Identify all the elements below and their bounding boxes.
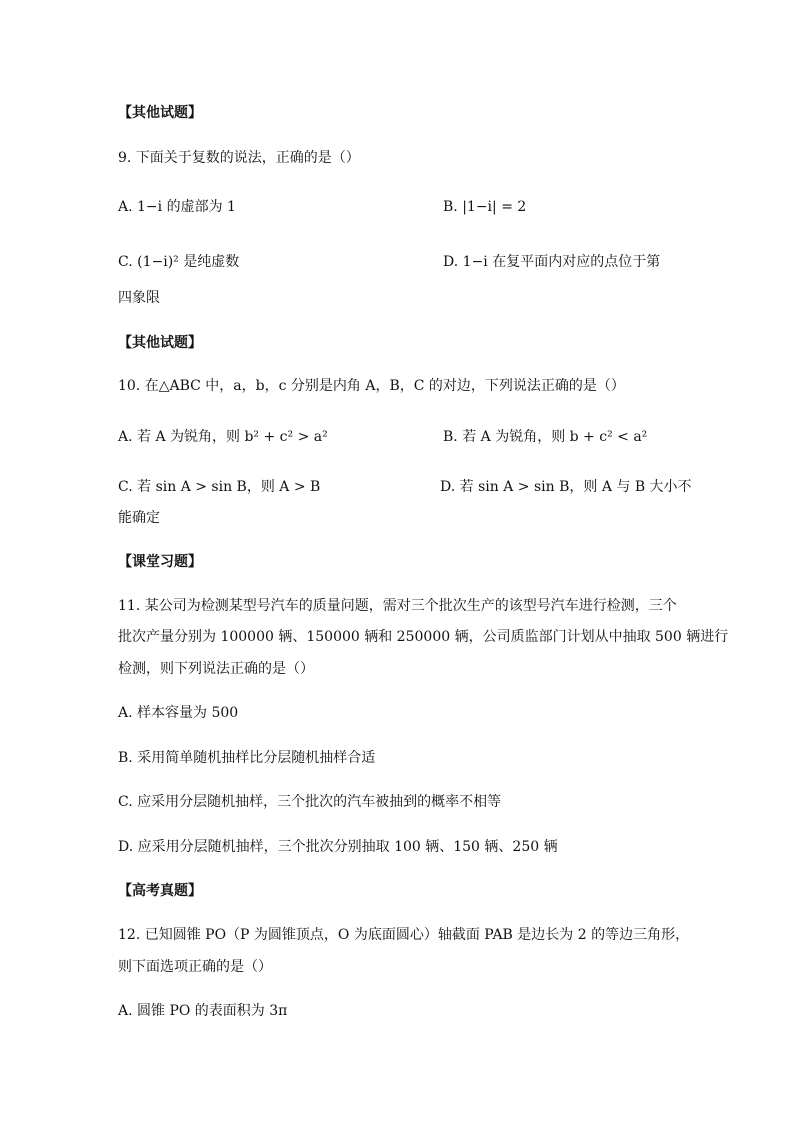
question-10-option-d-continued: 能确定 — [118, 510, 160, 526]
question-9-stem: 9. 下面关于复数的说法，正确的是（） — [118, 150, 360, 166]
question-10-option-d: D. 若 sin A > sin B，则 A 与 B 大小不 — [440, 479, 692, 495]
section-heading: 【其他试题】 — [118, 105, 202, 121]
question-11-stem-line-1: 11. 某公司为检测某型号汽车的质量问题，需对三个批次生产的该型号汽车进行检测，三个 — [118, 598, 677, 614]
question-10-stem: 10. 在△ABC 中，a，b，c 分别是内角 A，B，C 的对边，下列说法正确的是（） — [118, 378, 625, 394]
question-12-stem-line-2: 则下面选项正确的是（） — [118, 959, 272, 975]
question-11-stem-line-3: 检测，则下列说法正确的是（） — [118, 661, 314, 677]
question-9-option-a: A. 1−i 的虚部为 1 — [118, 199, 236, 215]
question-12-option-a: A. 圆锥 PO 的表面积为 3π — [118, 1003, 288, 1019]
question-12-stem-line-1: 12. 已知圆锥 PO（P 为圆锥顶点，O 为底面圆心）轴截面 PAB 是边长为 2 的等边三角形， — [118, 927, 690, 943]
question-9-option-d: D. 1−i 在复平面内对应的点位于第 — [443, 254, 661, 270]
question-9-option-c: C. (1−i)² 是纯虚数 — [118, 254, 240, 270]
question-10-option-b: B. 若 A 为锐角，则 b + c² < a² — [443, 429, 648, 445]
section-heading: 【其他试题】 — [118, 335, 202, 351]
question-11-stem-line-2: 批次产量分别为 100000 辆、150000 辆和 250000 辆，公司质监部门计划从中抽取 500 辆进行 — [118, 629, 729, 645]
question-11-option-c: C. 应采用分层随机抽样，三个批次的汽车被抽到的概率不相等 — [118, 794, 502, 810]
question-10-option-a: A. 若 A 为锐角，则 b² + c² > a² — [118, 429, 328, 445]
question-11-option-a: A. 样本容量为 500 — [118, 705, 239, 721]
question-11-option-d: D. 应采用分层随机抽样，三个批次分别抽取 100 辆、150 辆、250 辆 — [118, 839, 558, 855]
question-9-option-d-continued: 四象限 — [118, 290, 160, 306]
question-9-option-b: B. |1−i| = 2 — [443, 199, 527, 215]
section-heading: 【课堂习题】 — [118, 554, 202, 570]
section-heading: 【高考真题】 — [118, 883, 202, 899]
question-11-option-b: B. 采用简单随机抽样比分层随机抽样合适 — [118, 750, 376, 766]
question-10-option-c: C. 若 sin A > sin B，则 A > B — [118, 479, 321, 495]
